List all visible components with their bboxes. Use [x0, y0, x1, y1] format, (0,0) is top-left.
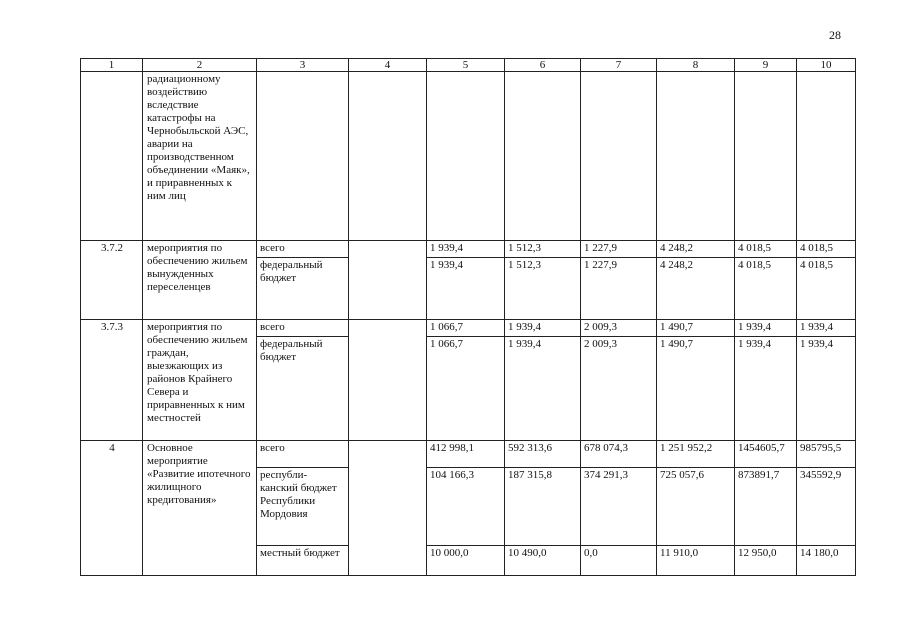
activity-name: мероприятия по обеспечению жильем граждан, выезжающих из районов Крайнего Севера и приравненных к ним местностей — [143, 320, 257, 441]
value-text: 1454605,7 — [738, 442, 785, 454]
table-row — [81, 320, 856, 441]
value-text: 4 018,5 — [797, 257, 855, 319]
value-cell — [581, 320, 657, 441]
value-text: 873891,7 — [735, 467, 796, 545]
empty-column-cell — [349, 72, 427, 241]
empty-column-cell — [349, 320, 427, 441]
value-text: 412 998,1 — [430, 442, 474, 454]
value-text: 4 018,5 — [800, 242, 833, 254]
value-text: 1 227,9 — [584, 242, 617, 254]
activity-name: радиационному воздействию вследствие катастрофы на Чернобыльской АЭС, аварии на производственном объединении «Маяк», и приравненных к ним лиц — [143, 72, 257, 241]
value-cell — [581, 72, 657, 241]
row-number — [81, 72, 143, 241]
header-cell: 4 — [349, 59, 427, 72]
header-row — [81, 59, 856, 72]
row-number: 3.7.2 — [81, 241, 143, 320]
value-text: 725 057,6 — [657, 467, 734, 545]
value-text: 4 248,2 — [660, 242, 693, 254]
funding-source-label — [257, 72, 348, 240]
value-cell — [797, 441, 856, 576]
value-text: 1 939,4 — [430, 242, 463, 254]
value-text: 1 512,3 — [508, 242, 541, 254]
value-cell — [581, 441, 657, 576]
header-cell: 10 — [797, 59, 856, 72]
header-cell: 9 — [735, 59, 797, 72]
value-cell — [427, 320, 505, 441]
value-cell — [505, 441, 581, 576]
activity-name: мероприятия по обеспечению жильем вынужденных переселенцев — [143, 241, 257, 320]
value-cell — [657, 72, 735, 241]
value-cell — [735, 320, 797, 441]
row-number: 3.7.3 — [81, 320, 143, 441]
value-text: 1 939,4 — [505, 336, 580, 440]
value-cell — [505, 320, 581, 441]
value-text: 10 000,0 — [427, 545, 504, 575]
value-text: 1 251 952,2 — [660, 442, 713, 454]
value-text: 1 939,4 — [800, 321, 833, 333]
value-cell — [735, 241, 797, 320]
table-row — [81, 441, 856, 576]
value-cell — [505, 241, 581, 320]
value-cell — [427, 72, 505, 241]
value-text: 1 227,9 — [581, 257, 656, 319]
value-text: 1 939,4 — [427, 257, 504, 319]
header-cell: 6 — [505, 59, 581, 72]
value-text: 1 939,4 — [508, 321, 541, 333]
header-cell: 2 — [143, 59, 257, 72]
value-text: 4 018,5 — [735, 257, 796, 319]
funding-source-label: местный бюджет — [257, 545, 348, 575]
funding-source-label: всего — [260, 442, 285, 454]
value-text: 985795,5 — [800, 442, 842, 454]
empty-column-cell — [349, 241, 427, 320]
value-text: 678 074,3 — [584, 442, 628, 454]
value-cell — [735, 72, 797, 241]
value-text: 1 939,4 — [738, 321, 771, 333]
value-text: 14 180,0 — [797, 545, 855, 575]
value-text: 1 066,7 — [427, 336, 504, 440]
row-number: 4 — [81, 441, 143, 576]
value-text — [505, 72, 580, 240]
value-cell — [657, 241, 735, 320]
funding-source-label: всего — [260, 242, 285, 254]
value-text: 104 166,3 — [427, 467, 504, 545]
value-text: 2 009,3 — [584, 321, 617, 333]
value-text: 187 315,8 — [505, 467, 580, 545]
value-text — [427, 72, 504, 240]
value-text: 1 066,7 — [430, 321, 463, 333]
value-text: 374 291,3 — [581, 467, 656, 545]
table-row — [81, 241, 856, 320]
value-text: 1 512,3 — [505, 257, 580, 319]
value-cell — [735, 441, 797, 576]
empty-column-cell — [349, 441, 427, 576]
value-text: 1 490,7 — [657, 336, 734, 440]
value-text: 10 490,0 — [505, 545, 580, 575]
header-cell: 3 — [257, 59, 349, 72]
header-cell: 7 — [581, 59, 657, 72]
value-text — [735, 72, 796, 240]
funding-source-label: республи-канский бюджет Республики Мордовия — [257, 467, 348, 545]
page-number: 28 — [829, 28, 841, 42]
value-text: 1 939,4 — [735, 336, 796, 440]
funding-source-label: всего — [260, 321, 285, 333]
funding-source-cell — [257, 241, 349, 320]
value-cell — [797, 72, 856, 241]
activity-name: Основное мероприятие «Развитие ипотечного жилищного кредитования» — [143, 441, 257, 576]
value-text — [657, 72, 734, 240]
value-text: 592 313,6 — [508, 442, 552, 454]
value-text — [581, 72, 656, 240]
funding-source-cell — [257, 441, 349, 576]
value-text: 0,0 — [581, 545, 656, 575]
value-text — [797, 72, 855, 240]
header-cell: 1 — [81, 59, 143, 72]
value-cell — [427, 441, 505, 576]
table-row — [81, 72, 856, 241]
funding-source-label: федеральный бюджет — [257, 336, 348, 440]
funding-source-cell — [257, 72, 349, 241]
value-text: 345592,9 — [797, 467, 855, 545]
value-cell — [797, 320, 856, 441]
value-cell — [657, 320, 735, 441]
funding-source-label: федеральный бюджет — [257, 257, 348, 319]
value-cell — [581, 241, 657, 320]
value-text: 4 248,2 — [657, 257, 734, 319]
value-text: 4 018,5 — [738, 242, 771, 254]
value-cell — [505, 72, 581, 241]
value-text: 2 009,3 — [581, 336, 656, 440]
value-text: 1 939,4 — [797, 336, 855, 440]
budget-table — [80, 58, 856, 576]
funding-source-cell — [257, 320, 349, 441]
value-text: 12 950,0 — [735, 545, 796, 575]
header-cell: 5 — [427, 59, 505, 72]
value-text: 11 910,0 — [657, 545, 734, 575]
value-cell — [657, 441, 735, 576]
header-cell: 8 — [657, 59, 735, 72]
value-text: 1 490,7 — [660, 321, 693, 333]
value-cell — [797, 241, 856, 320]
value-cell — [427, 241, 505, 320]
